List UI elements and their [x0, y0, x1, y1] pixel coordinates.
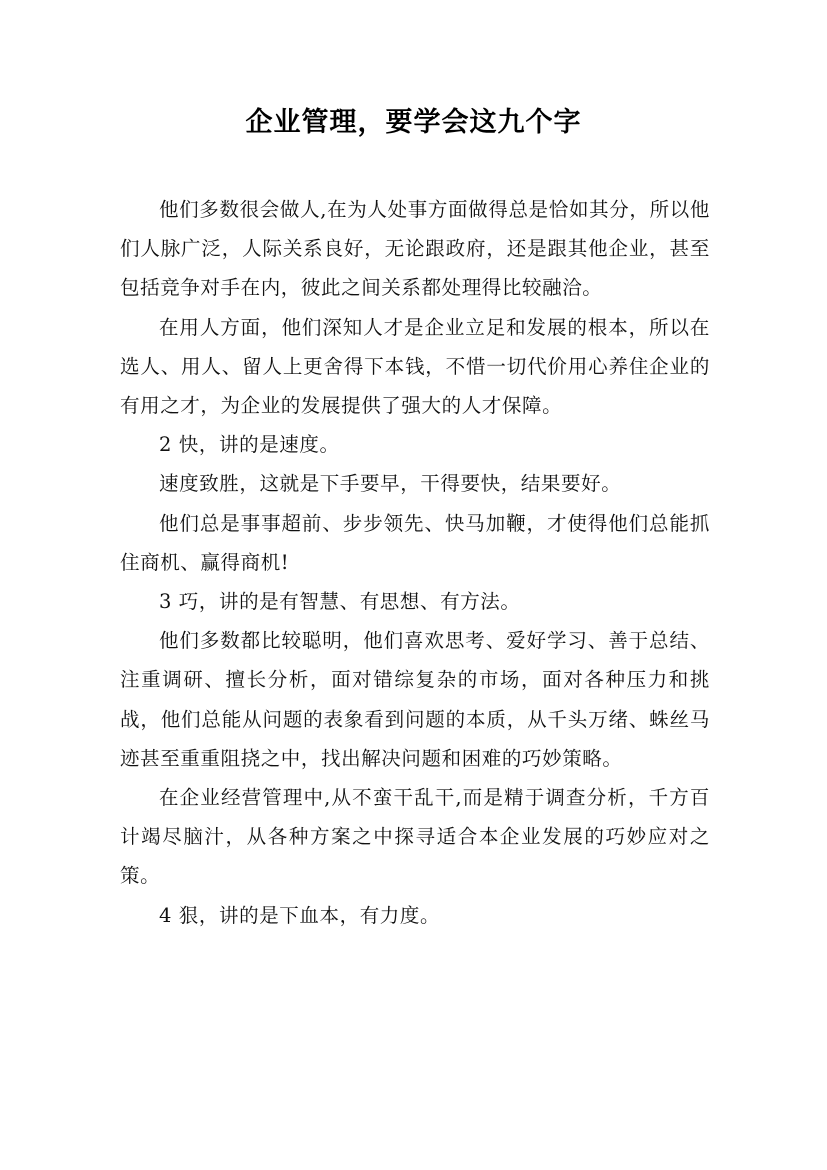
paragraph: 4 狠，讲的是下血本，有力度。	[159, 903, 441, 927]
document-body	[120, 190, 710, 935]
paragraph: 在企业经营管理中,从不蛮干乱干,而是精于调查分析，千方百计竭尽脑汁，从各种方案之中探寻适合本企业发展的巧妙应对之策。	[120, 786, 710, 888]
paragraph: 他们多数都比较聪明，他们喜欢思考、爱好学习、善于总结、注重调研、擅长分析，面对错综复杂的市场，面对各种压力和挑战，他们总能从问题的表象看到问题的本质，从千头万绪、蛛丝马迹甚至重重阻挠之中，找出解决问题和困难的巧妙策略。	[120, 629, 710, 770]
paragraph: 他们总是事事超前、步步领先、快马加鞭，才使得他们总能抓住商机、赢得商机!	[120, 511, 710, 574]
paragraph: 速度致胜，这就是下手要早，干得要快，结果要好。	[159, 472, 622, 496]
paragraph: 2 快，讲的是速度。	[159, 433, 340, 457]
document-title: 企业管理，要学会这九个字	[245, 107, 582, 138]
paragraph: 在用人方面，他们深知人才是企业立足和发展的根本，所以在选人、用人、留人上更舍得下本钱，不惜一切代价用心养住企业的有用之才，为企业的发展提供了强大的人才保障。	[120, 315, 710, 418]
paragraph: 他们多数很会做人,在为人处事方面做得总是恰如其分，所以他们人脉广泛，人际关系良好，无论跟政府，还是跟其他企业，甚至包括竞争对手在内，彼此之间关系都处理得比较融洽。	[120, 198, 710, 300]
paragraph: 3 巧，讲的是有智慧、有思想、有方法。	[159, 590, 521, 614]
